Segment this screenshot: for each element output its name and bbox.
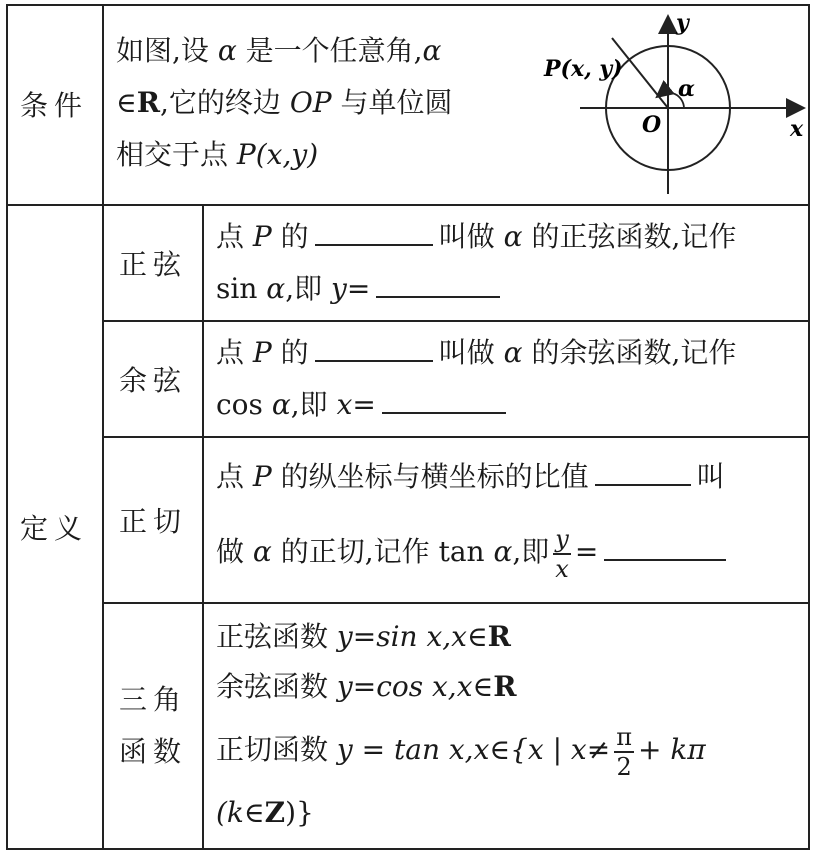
definition-table xyxy=(6,4,810,850)
condition-label: 条件 xyxy=(19,89,88,122)
condition-line-3 xyxy=(116,130,318,180)
condition-line-1 xyxy=(116,26,441,76)
condition-text-3a: 相交于点 xyxy=(116,138,229,171)
fraction-denominator: x xyxy=(555,554,569,583)
tan-symbol: tan xyxy=(438,535,485,568)
cos-symbol: cos xyxy=(216,388,263,421)
tangent-domain-term: + kπ xyxy=(637,733,706,766)
fraction-numerator: y xyxy=(555,524,569,553)
sine-text: 的 xyxy=(280,220,309,253)
cosine-text: ,即 xyxy=(290,388,328,421)
point-p-symbol: P xyxy=(252,220,272,253)
tangent-text: 的正切,记作 xyxy=(280,535,430,568)
x-symbol: x xyxy=(336,388,353,421)
tangent-function-line xyxy=(216,718,706,782)
trig-text: 正弦函数 xyxy=(216,620,329,653)
equals-sign: = xyxy=(574,535,599,568)
point-p-symbol: P xyxy=(252,336,272,369)
op-symbol: OP xyxy=(289,86,332,119)
cosine-text: 的 xyxy=(280,336,309,369)
sine-line-1 xyxy=(216,212,736,262)
trig-text: 余弦函数 xyxy=(216,670,329,703)
alpha-symbol: α xyxy=(422,34,442,67)
condition-text xyxy=(104,4,534,204)
trig-functions-definition xyxy=(204,604,808,848)
condition-text-2b: ,它的终边 xyxy=(160,86,281,119)
condition-text-1a: 如图,设 xyxy=(116,34,209,67)
table-border-bottom xyxy=(6,848,810,850)
y-axis-label: y xyxy=(676,10,689,36)
unit-circle-figure xyxy=(534,10,808,200)
sine-text: ,即 xyxy=(285,272,323,305)
cosine-text: 叫做 xyxy=(438,336,495,369)
equals-sign: = xyxy=(346,272,371,305)
real-set-symbol: R xyxy=(136,86,161,119)
tangent-definition xyxy=(204,438,808,602)
tangent-line-1 xyxy=(216,452,725,502)
sine-text: 的正弦函数,记作 xyxy=(531,220,737,253)
element-of-symbol: ∈ xyxy=(116,86,137,119)
origin-label: O xyxy=(642,112,662,138)
real-set-symbol: R xyxy=(487,620,511,653)
tangent-line-2 xyxy=(216,522,732,582)
definition-label: 定义 xyxy=(19,512,88,545)
fraction-numerator: π xyxy=(616,722,632,751)
angle-alpha-label: α xyxy=(678,76,695,102)
sine-line-2 xyxy=(216,264,506,314)
sine-function-line xyxy=(216,612,511,662)
sine-text: 叫做 xyxy=(438,220,495,253)
sine-function-formula: y=sin x,x∈ xyxy=(336,620,488,653)
cosine-answer-blank-1[interactable] xyxy=(315,336,433,362)
tangent-text: 做 xyxy=(216,535,245,568)
fraction-denominator: 2 xyxy=(616,752,632,781)
trig-text: 正切函数 xyxy=(216,733,329,766)
equals-sign: = xyxy=(352,388,376,421)
trig-functions-label xyxy=(104,604,202,848)
x-axis-label: x xyxy=(790,116,804,142)
tangent-text: 叫 xyxy=(696,460,725,493)
cosine-label: 余弦 xyxy=(118,364,187,397)
condition-line-2 xyxy=(116,78,453,128)
sine-definition xyxy=(204,206,808,320)
tangent-text: ,即 xyxy=(512,535,550,568)
alpha-symbol: α xyxy=(266,272,286,305)
cosine-line-1 xyxy=(216,328,736,378)
tangent-text: 的纵坐标与横坐标的比值 xyxy=(280,460,589,493)
cosine-line-2 xyxy=(216,380,512,430)
trig-label-line-1: 三角 xyxy=(118,683,187,716)
point-p-label: P(x, y) xyxy=(544,56,623,82)
condition-text-1b: 是一个任意角, xyxy=(245,34,423,67)
tangent-label: 正切 xyxy=(118,505,187,538)
y-symbol: y xyxy=(331,272,347,305)
cosine-function-line xyxy=(216,662,517,712)
cosine-text: 点 xyxy=(216,336,245,369)
alpha-symbol: α xyxy=(503,220,523,253)
trig-label-line-2: 函数 xyxy=(118,735,187,768)
integer-set-symbol: Z xyxy=(264,796,286,829)
sine-label: 正弦 xyxy=(118,248,187,281)
sin-symbol: sin xyxy=(216,272,258,305)
alpha-symbol: α xyxy=(217,34,237,67)
real-set-symbol: R xyxy=(493,670,517,703)
sine-answer-blank-2[interactable] xyxy=(376,272,500,298)
cosine-definition xyxy=(204,322,808,436)
tangent-answer-blank-2[interactable] xyxy=(604,535,726,561)
condition-text-2c: 与单位圆 xyxy=(340,86,453,119)
pi-over-2-fraction xyxy=(614,722,634,781)
y-over-x-fraction xyxy=(553,524,571,583)
alpha-symbol: α xyxy=(503,336,523,369)
point-p-symbol: P xyxy=(252,460,272,493)
sine-text: 点 xyxy=(216,220,245,253)
alpha-symbol: α xyxy=(252,535,272,568)
k-integer-text: (k∈ xyxy=(216,796,265,829)
closing-brace-text: )} xyxy=(285,796,314,829)
table-border-right xyxy=(808,4,810,850)
tangent-text: 点 xyxy=(216,460,245,493)
point-p-symbol: P(x,y) xyxy=(236,138,319,171)
alpha-symbol: α xyxy=(271,388,291,421)
sine-answer-blank-1[interactable] xyxy=(315,220,433,246)
tangent-answer-blank-1[interactable] xyxy=(595,460,691,486)
cosine-text: 的余弦函数,记作 xyxy=(531,336,737,369)
cosine-answer-blank-2[interactable] xyxy=(382,388,506,414)
alpha-symbol: α xyxy=(493,535,513,568)
tangent-function-formula: y = tan x,x∈{x | x≠ xyxy=(336,733,611,766)
cosine-function-formula: y=cos x,x∈ xyxy=(336,670,494,703)
tangent-domain-line xyxy=(216,788,314,838)
